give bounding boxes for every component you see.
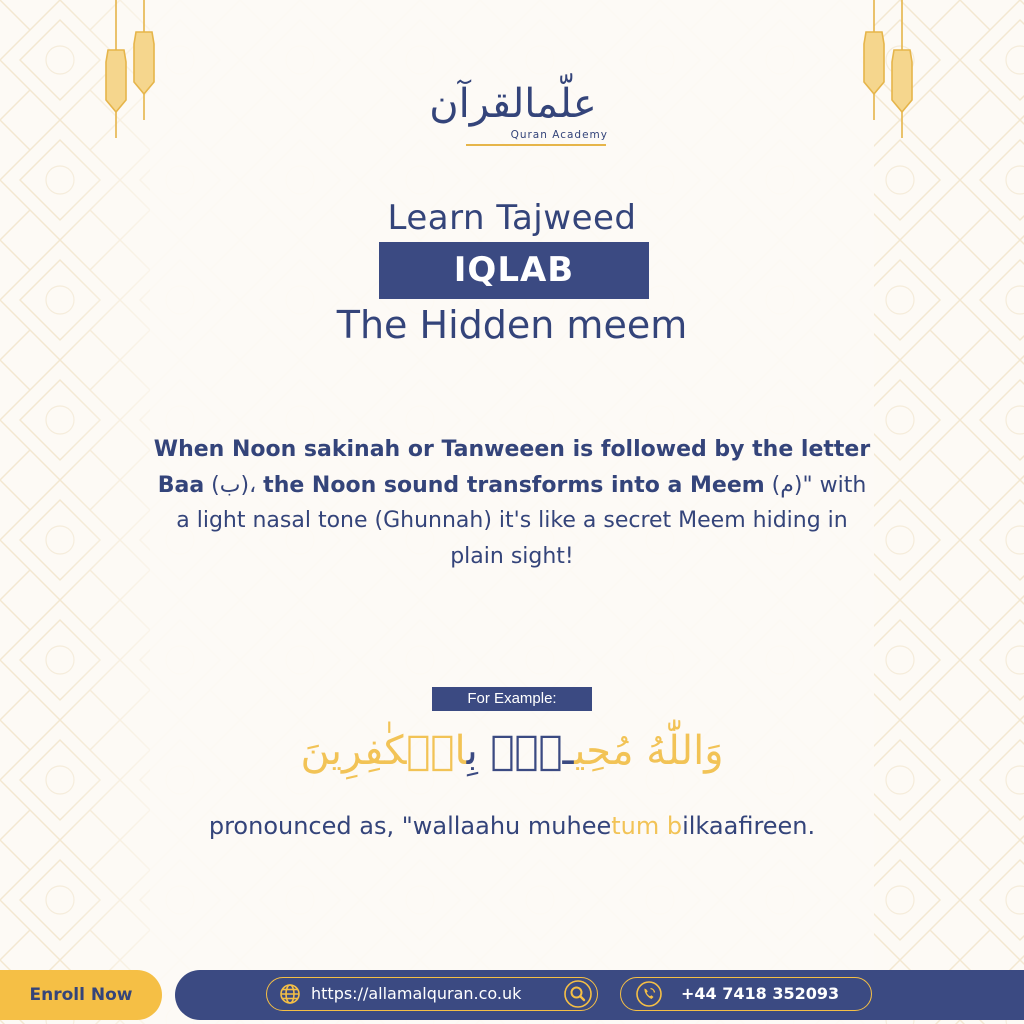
title-hidden-meem: The Hidden meem: [336, 303, 688, 347]
website-link[interactable]: [266, 977, 598, 1011]
logo-latin-text: Quran Academy: [510, 129, 608, 141]
phone-icon: [635, 980, 663, 1008]
enroll-now-button[interactable]: Enroll Now: [0, 970, 162, 1020]
title-iqlab-band: IQLAB: [379, 242, 649, 299]
arabic-verse-part-2: الۡكٰفِرِينَ: [300, 728, 467, 774]
brand-logo: [418, 78, 608, 150]
description-paragraph: [150, 432, 874, 574]
description-bold-2: the Noon sound transforms into a Meem: [263, 472, 765, 498]
description-bold-1: When Noon sakinah or Tanweeen is followed by the letter Baa: [153, 437, 871, 498]
website-url: https://allamalquran.co.uk: [311, 984, 522, 1003]
description-baa-letter: (ب)،: [211, 472, 257, 498]
arabic-verse-highlight: ـطٌۢ بِ: [466, 728, 575, 774]
pronunciation-highlight: tum b: [611, 812, 683, 840]
example-arabic-verse: [0, 728, 1024, 774]
pronunciation-part-b: ilkaafireen.: [682, 812, 816, 840]
globe-icon: [279, 983, 301, 1005]
description-meem-letter: (م)": [771, 472, 813, 498]
pronunciation-line: [0, 812, 1024, 840]
logo-underline: [466, 144, 606, 146]
arabic-verse-part-1: وَاللّٰهُ مُحِي: [574, 728, 724, 774]
search-icon[interactable]: [563, 979, 593, 1009]
title-learn-tajweed: Learn Tajweed: [387, 198, 637, 238]
logo-arabic-text: علّمالقرآن: [429, 81, 597, 127]
phone-link[interactable]: [620, 977, 872, 1011]
description-rest: with a light nasal tone (Ghunnah) it's like a secret Meem hiding in plain sight!: [176, 472, 867, 569]
phone-number: +44 7418 352093: [681, 984, 840, 1003]
pronunciation-part-a: pronounced as, "wallaahu muhee: [208, 812, 612, 840]
example-label: For Example:: [432, 687, 592, 711]
